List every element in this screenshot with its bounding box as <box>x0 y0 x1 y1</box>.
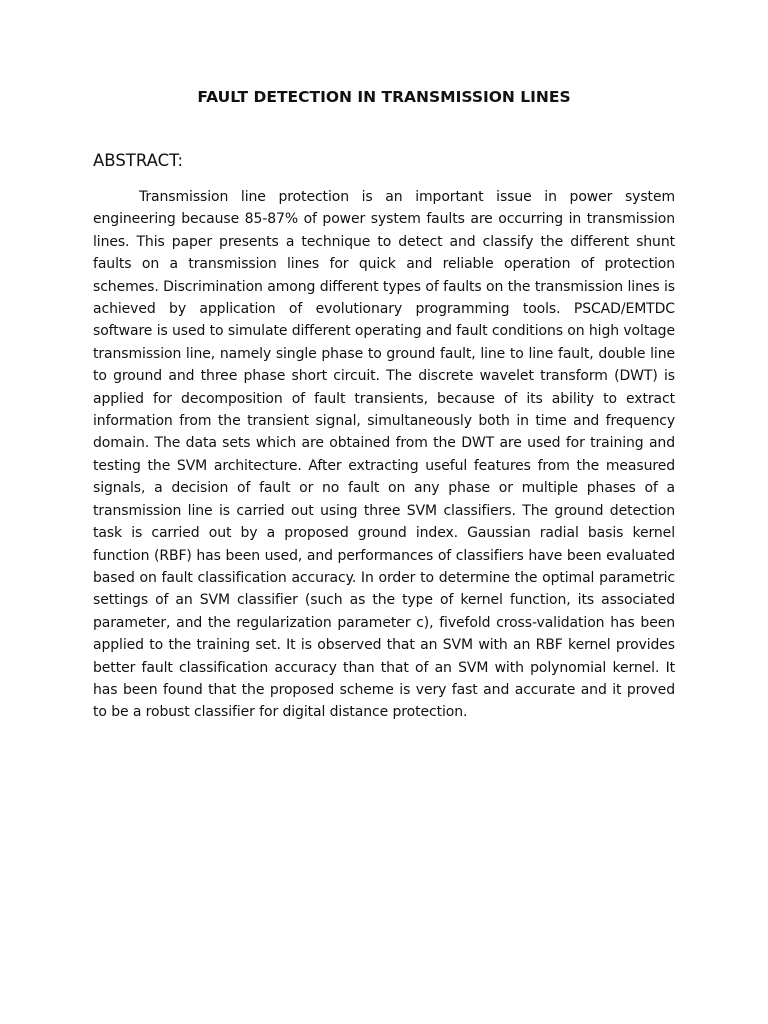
abstract-paragraph: Transmission line protection is an important issue in power system engineering because 85-87% of power system faults are occurring in transmission lines. This paper presents a technique to detect and classify the different shunt faults on a transmission lines for quick and reliable operation of protection schemes. Discrimination among different types of faults on the transmission lines is achieved by application of evolutionary programming tools. PSCAD/EMTDC software is used to simulate different operating and fault conditions on high voltage transmission line, namely single phase to ground fault, line to line fault, double line to ground and three phase short circuit. The discrete wavelet transform (DWT) is applied for decomposition of fault transients, because of its ability to extract information from the transient signal, simultaneously both in time and frequency domain. The data sets which are obtained from the DWT are used for training and testing the SVM architecture. After extracting useful features from the measured signals, a decision of fault or no fault on any phase or multiple phases of a transmission line is carried out using three SVM classifiers. The ground detection task is carried out by a proposed ground index. Gaussian radial basis kernel function (RBF) has been used, and performances of classifiers have been evaluated based on fault classification accuracy. In order to determine the optimal parametric settings of an SVM classifier (such as the type of kernel function, its associated parameter, and the regularization parameter c), fivefold cross-validation has been applied to the training set. It is observed that an SVM with an RBF kernel provides better fault classification accuracy than that of an SVM with polynomial kernel. It has been found that the proposed scheme is very fast and accurate and it proved to be a robust classifier for digital distance protection. <box>93 189 675 721</box>
document-title: FAULT DETECTION IN TRANSMISSION LINES <box>197 88 571 106</box>
abstract-heading: ABSTRACT: <box>93 151 184 170</box>
